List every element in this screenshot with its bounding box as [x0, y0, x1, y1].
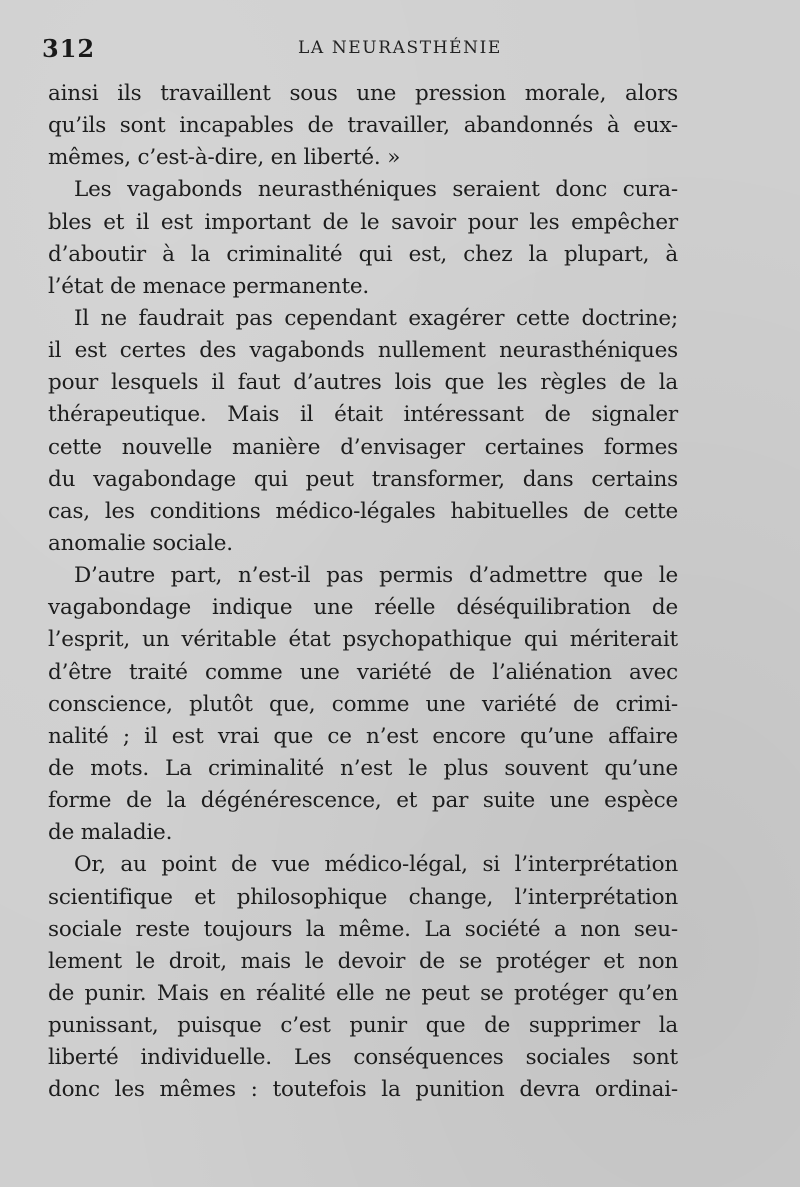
- text-line: ainsi ils travaillent sous une pression morale, alors: [48, 81, 678, 106]
- text-line: l’esprit, un véritable état psychopathique qui mériterait: [48, 627, 678, 653]
- text-line: vagabondage indique une réelle déséquilibration de: [48, 595, 678, 621]
- text-line: cas, les conditions médico-légales habituelles de cette: [48, 498, 678, 524]
- text-line: cette nouvelle manière d’envisager certaines formes: [48, 434, 678, 460]
- text-line: l’état de menace permanente.: [48, 273, 370, 299]
- text-line: D’autre part, n’est-il pas permis d’admettre que le: [74, 563, 678, 589]
- text-line: du vagabondage qui peut transformer, dans certains: [48, 466, 678, 492]
- paragraph-4: [48, 560, 678, 849]
- text-line: punissant, puisque c’est punir que de supprimer la: [48, 1013, 678, 1039]
- running-title: LA NEURASTHÉNIE: [298, 38, 502, 58]
- text-line: bles et il est important de le savoir pour les empêcher: [48, 209, 678, 235]
- paragraph-3: [48, 303, 678, 560]
- text-line: d’être traité comme une variété de l’aliénation avec: [48, 659, 678, 685]
- text-line: Les vagabonds neurasthéniques seraient donc cura-: [74, 177, 678, 203]
- text-line: qu’ils sont incapables de travailler, abandonnés à eux-: [48, 113, 678, 139]
- text-line: Il ne faudrait pas cependant exagérer cette doctrine;: [74, 305, 678, 331]
- text-line: mêmes, c’est-à-dire, en liberté. »: [48, 145, 401, 171]
- text-line: anomalie sociale.: [48, 530, 233, 556]
- text-line: de punir. Mais en réalité elle ne peut se protéger qu’en: [48, 980, 678, 1006]
- text-line: conscience, plutôt que, comme une variété de crimi-: [48, 691, 678, 717]
- text-line: scientifique et philosophique change, l’interprétation: [48, 884, 678, 910]
- text-line: liberté individuelle. Les conséquences sociales sont: [48, 1045, 678, 1071]
- text-line: nalité ; il est vrai que ce n’est encore qu’une affaire: [48, 723, 678, 749]
- text-line: pour lesquels il faut d’autres lois que les règles de la: [48, 370, 678, 396]
- body-text: [48, 78, 678, 1107]
- text-line: de mots. La criminalité n’est le plus souvent qu’une: [48, 755, 678, 781]
- paragraph-2: [48, 174, 678, 303]
- text-line: forme de la dégénérescence, et par suite une espèce: [48, 788, 678, 814]
- text-line: d’aboutir à la criminalité qui est, chez la plupart, à: [48, 241, 678, 267]
- text-line: Or, au point de vue médico-légal, si l’interprétation: [74, 852, 678, 878]
- text-line: sociale reste toujours la même. La société a non seu-: [48, 916, 678, 942]
- text-line: il est certes des vagabonds nullement neurasthéniques: [48, 338, 678, 364]
- text-line: donc les mêmes : toutefois la punition devra ordinai-: [48, 1077, 678, 1103]
- paragraph-1: [48, 78, 678, 174]
- text-line: de maladie.: [48, 820, 173, 846]
- paragraph-5: [48, 849, 678, 1106]
- page-number: 312: [42, 34, 96, 63]
- running-head: [40, 34, 760, 70]
- text-line: lement le droit, mais le devoir de se protéger et non: [48, 948, 678, 974]
- text-line: thérapeutique. Mais il était intéressant de signaler: [48, 402, 678, 428]
